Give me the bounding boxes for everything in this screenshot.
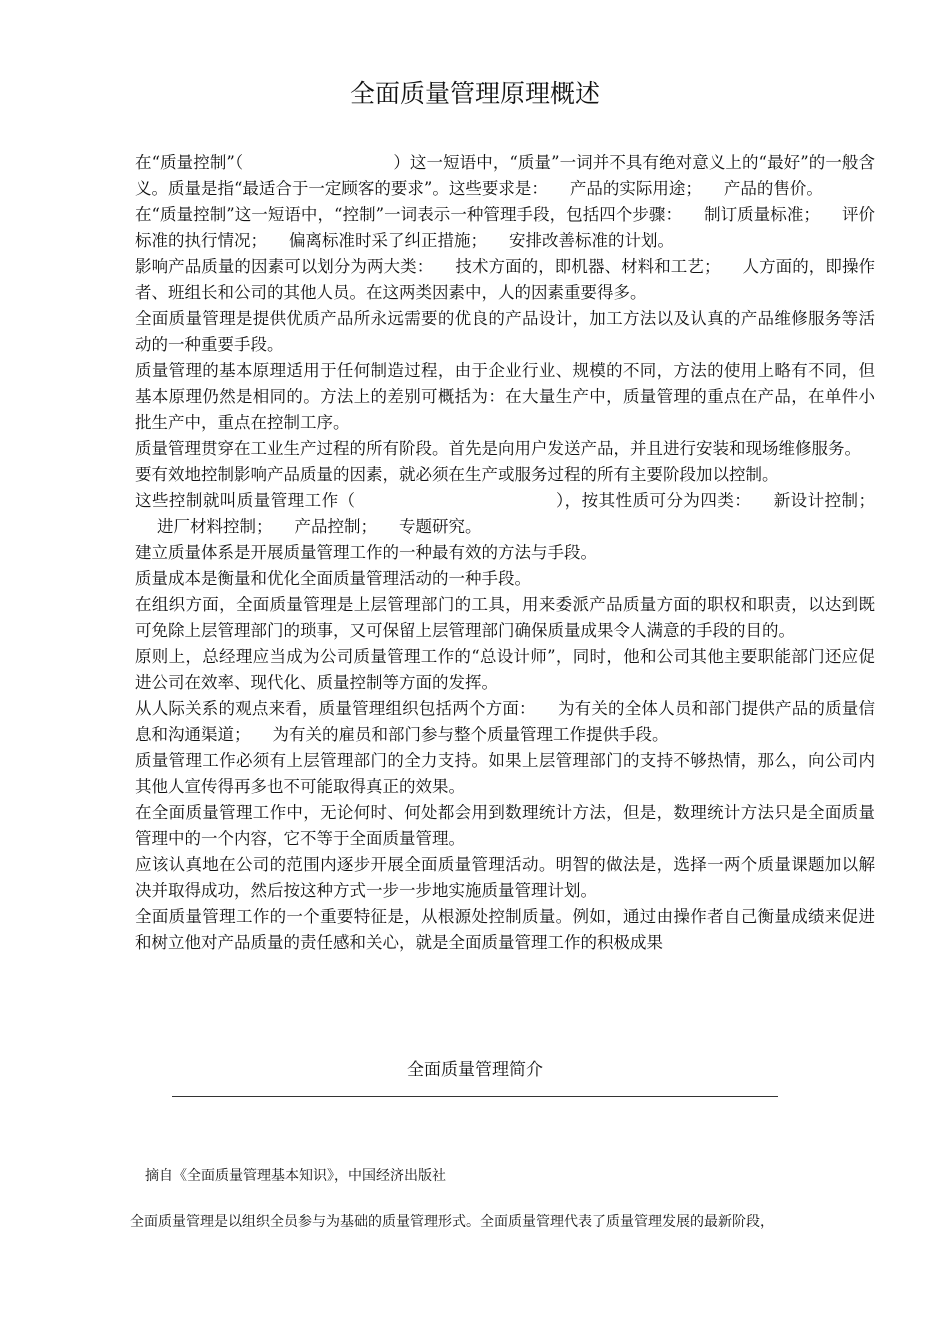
intro-paragraph: 全面质量管理是以组织全员参与为基础的质量管理形式。全面质量管理代表了质量管理发展的最新阶段， bbox=[130, 1214, 774, 1230]
paragraph-11: 在组织方面，全面质量管理是上层管理部门的工具，用来委派产品质量方面的职权和职责，以达到既可免除上层管理部门的琐事，又可保留上层管理部门确保质量成果令人满意的手段的目的。 bbox=[135, 595, 875, 640]
paragraph-2 bbox=[135, 202, 875, 254]
paragraph-text: 从人际关系的观点来看，质量管理组织包括两个方面： bbox=[135, 699, 536, 718]
horizontal-divider bbox=[172, 1096, 778, 1097]
paragraph-8 bbox=[135, 488, 875, 540]
document-body bbox=[135, 150, 875, 956]
paragraph-text: ）这一短语中，“质量”一词并不具有绝对意义上的“最好”的一般含义。质量是指“最适合于一定顾客的要求”。这些要求是： bbox=[135, 153, 875, 198]
paragraph-3 bbox=[135, 254, 875, 306]
paragraph-text: 产品控制； bbox=[294, 517, 377, 536]
paragraph-text: 这些控制就叫质量管理工作（ bbox=[135, 491, 356, 510]
paragraph-text: 产品的售价。 bbox=[723, 179, 823, 198]
paragraph-1 bbox=[135, 150, 875, 202]
paragraph-text: 为有关的全体人员和部门提供产品的质量信息和沟通渠道； bbox=[135, 699, 876, 744]
section-subtitle: 全面质量管理简介 bbox=[407, 1060, 543, 1080]
paragraph-text: 专题研究。 bbox=[399, 517, 482, 536]
paragraph-text: 人方面的，即操作者、班组长和公司的其他人员。在这两类因素中，人的因素重要得多。 bbox=[135, 257, 876, 302]
paragraph-13 bbox=[135, 696, 875, 748]
paragraph-text: 新设计控制； bbox=[773, 491, 876, 510]
page-title: 全面质量管理原理概述 bbox=[349, 79, 600, 108]
paragraph-text: 为有关的雇员和部门参与整个质量管理工作提供手段。 bbox=[272, 725, 669, 744]
paragraph-6: 质量管理贯穿在工业生产过程的所有阶段。首先是向用户发送产品，并且进行安装和现场维修服务。 bbox=[135, 439, 861, 458]
paragraph-10: 质量成本是衡量和优化全面质量管理活动的一种手段。 bbox=[135, 569, 531, 588]
paragraph-text: 产品的实际用途； bbox=[569, 179, 702, 198]
paragraph-text: 制订质量标准； bbox=[704, 205, 820, 224]
paragraph-text: 评价标准的执行情况； bbox=[135, 205, 875, 250]
paragraph-15: 在全面质量管理工作中，无论何时、何处都会用到数理统计方法，但是，数理统计方法只是全面质量管理中的一个内容，它不等于全面质量管理。 bbox=[135, 803, 875, 848]
paragraph-7: 要有效地控制影响产品质量的因素，就必须在生产或服务过程的所有主要阶段加以控制。 bbox=[135, 465, 779, 484]
paragraph-14: 质量管理工作必须有上层管理部门的全力支持。如果上层管理部门的支持不够热情，那么，向公司内其他人宣传得再多也不可能取得真正的效果。 bbox=[135, 751, 875, 796]
paragraph-text: 在“质量控制”这一短语中，“控制”一词表示一种管理手段，包括四个步骤： bbox=[135, 205, 683, 224]
paragraph-text: 技术方面的，即机器、材料和工艺； bbox=[455, 257, 721, 276]
paragraph-text: 影响产品质量的因素可以划分为两大类： bbox=[135, 257, 434, 276]
paragraph-9: 建立质量体系是开展质量管理工作的一种最有效的方法与手段。 bbox=[135, 543, 597, 562]
paragraph-text: 安排改善标准的计划。 bbox=[509, 231, 674, 250]
paragraph-text: 偏离标准时采了纠正措施； bbox=[289, 231, 487, 250]
paragraph-text: ），按其性质可分为四类： bbox=[555, 491, 752, 510]
paragraph-17: 全面质量管理工作的一个重要特征是，从根源处控制质量。例如，通过由操作者自己衡量成绩来促进和树立他对产品质量的责任感和关心，就是全面质量管理工作的积极成果 bbox=[135, 907, 875, 952]
paragraph-12: 原则上，总经理应当成为公司质量管理工作的“总设计师”，同时，他和公司其他主要职能部门还应促进公司在效率、现代化、质量控制等方面的发挥。 bbox=[135, 647, 875, 692]
paragraph-16: 应该认真地在公司的范围内逐步开展全面质量管理活动。明智的做法是，选择一两个质量课题加以解决并取得成功，然后按这种方式一步一步地实施质量管理计划。 bbox=[135, 855, 875, 900]
source-citation: 摘自《全面质量管理基本知识》，中国经济出版社 bbox=[145, 1168, 446, 1184]
paragraph-4: 全面质量管理是提供优质产品所永远需要的优良的产品设计，加工方法以及认真的产品维修服务等活动的一种重要手段。 bbox=[135, 309, 875, 354]
paragraph-5: 质量管理的基本原理适用于任何制造过程，由于企业行业、规模的不同，方法的使用上略有不同，但基本原理仍然是相同的。方法上的差别可概括为：在大量生产中，质量管理的重点在产品，在单件小批生产中，重点在控制工序。 bbox=[135, 361, 875, 432]
paragraph-text: 进厂材料控制； bbox=[157, 517, 273, 536]
paragraph-text: 在“质量控制”（ bbox=[135, 153, 244, 172]
